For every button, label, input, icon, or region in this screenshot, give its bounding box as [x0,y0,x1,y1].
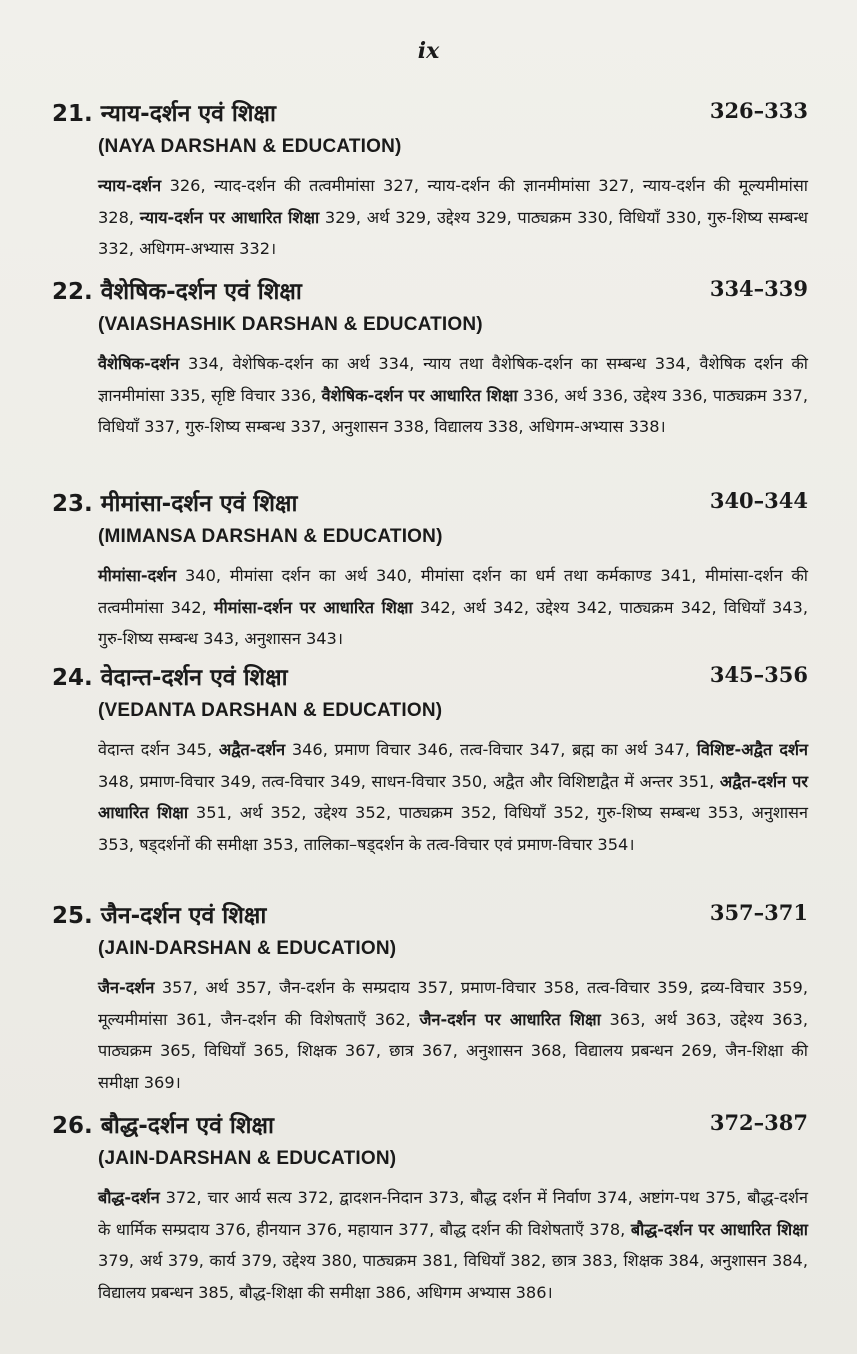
chapter-english-title: (JAIN-DARSHAN & EDUCATION) [98,938,397,959]
topic-text: 336, अर्थ 336, उद्देश्य 336, पाठ्यक्रम 337, विधियाँ 337, गुरु-शिष्य सम्बन्ध 337, अनुशासन 338, विद्यालय 338, अधिगम-अभ्यास 338। [98,385,808,436]
bold-topic-text: जैन-दर्शन [98,978,155,997]
chapter-contents [98,734,808,860]
page-number: ix [417,38,440,64]
chapter-english-title: (NAYA DARSHAN & EDUCATION) [98,136,402,157]
bold-topic-text: न्याय-दर्शन पर आधारित शिक्षा [139,207,320,227]
chapter-heading [52,274,808,312]
chapter-contents [98,170,808,265]
chapter-english-title: (VEDANTA DARSHAN & EDUCATION) [98,700,443,721]
chapter-english-title: (VAIASHASHIK DARSHAN & EDUCATION) [98,314,483,335]
bold-topic-text: बौद्ध-दर्शन पर आधारित शिक्षा [630,1219,808,1239]
bold-topic-text: मीमांसा-दर्शन [98,566,177,585]
chapter-page-range: 340–344 [709,488,808,513]
topic-text: 326, न्याद-दर्शन की तत्वमीमांसा 327, न्याय-दर्शन की ज्ञानमीमांसा 327, न्याय-दर्शन की मूल्यमीमांसा 328, [98,176,808,227]
bold-topic-text: वैशेषिक-दर्शन [98,354,180,373]
chapter-page-range: 326–333 [709,98,808,123]
chapter-title: 24. वेदान्त-दर्शन एवं शिक्षा [52,665,288,691]
topic-text: 329, अर्थ 329, उद्देश्य 329, पाठ्यक्रम 330, विधियाँ 330, गुरु-शिष्य सम्बन्ध 332, अधिगम-अभ्यास 332। [98,207,808,258]
chapter-contents [98,972,808,1098]
chapter-heading [52,1108,808,1146]
bold-topic-text: जैन-दर्शन पर आधारित शिक्षा [419,1009,601,1029]
chapter-heading [52,898,808,936]
topic-text: 372, चार आर्य सत्य 372, द्वादशन-निदान 373, बौद्ध दर्शन में निर्वाण 374, अष्टांग-पथ 375, बौद्ध-दर्शन के धार्मिक सम्प्रदाय 376, हीनयान 376, महायान 377, बौद्ध दर्शन की विशेषताएँ 378, [98,1188,808,1239]
chapter-title: 21. न्याय-दर्शन एवं शिक्षा [52,101,276,127]
bold-topic-text: न्याय-दर्शन [98,176,162,195]
chapter-entry [52,660,808,860]
topic-text: 363, अर्थ 363, उद्देश्य 363, पाठ्यक्रम 365, विधियाँ 365, शिक्षक 367, छात्र 367, अनुशासन 368, विद्यालय प्रबन्धन 269, जैन-शिक्षा की समीक्षा 369। [98,1009,808,1092]
chapter-contents [98,560,808,655]
chapter-title: 23. मीमांसा-दर्शन एवं शिक्षा [52,491,298,517]
chapter-entry [52,96,808,265]
chapter-contents [98,1182,808,1308]
topic-text: 342, अर्थ 342, उद्देश्य 342, पाठ्यक्रम 342, विधियाँ 343, गुरु-शिष्य सम्बन्ध 343, अनुशासन 343। [98,597,809,648]
chapter-page-range: 334–339 [709,276,808,301]
chapter-english-title: (MIMANSA DARSHAN & EDUCATION) [98,526,443,547]
topic-text: 348, प्रमाण-विचार 349, तत्व-विचार 349, साधन-विचार 350, अद्वैत और विशिष्टाद्वैत में अन्तर 351, [98,771,720,791]
topic-text: 357, अर्थ 357, जैन-दर्शन के सम्प्रदाय 357, प्रमाण-विचार 358, तत्व-विचार 359, द्रव्य-विचार 359, मूल्यमीमांसा 361, जैन-दर्शन की विशेषताएँ 362, [98,978,808,1029]
topic-text: वेदान्त दर्शन 345, [98,740,219,759]
chapter-entry [52,898,808,1098]
chapter-entry [52,486,808,655]
chapter-heading [52,96,808,134]
bold-topic-text: विशिष्ट-अद्वैत दर्शन [696,740,808,759]
chapter-page-range: 357–371 [709,900,808,925]
chapter-title: 25. जैन-दर्शन एवं शिक्षा [52,903,267,929]
chapter-title: 26. बौद्ध-दर्शन एवं शिक्षा [52,1113,274,1139]
topic-text: 334, वेशेषिक-दर्शन का अर्थ 334, न्याय तथा वैशेषिक-दर्शन का सम्बन्ध 334, वैशेषिक दर्शन की ज्ञानमीमांसा 335, सृष्टि विचार 336, [98,354,808,405]
chapter-title: 22. वैशेषिक-दर्शन एवं शिक्षा [52,279,302,305]
chapter-entry [52,1108,808,1308]
chapter-heading [52,660,808,698]
chapter-page-range: 345–356 [709,662,808,687]
topic-text: 351, अर्थ 352, उद्देश्य 352, पाठ्यक्रम 352, विधियाँ 352, गुरु-शिष्य सम्बन्ध 353, अनुशासन 353, षड्दर्शनों की समीक्षा 353, तालिका–षड्दर्शन के तत्व-विचार एवं प्रमाण-विचार 354। [98,803,808,854]
bold-topic-text: वैशेषिक-दर्शन पर आधारित शिक्षा [321,385,518,405]
topic-text: 346, प्रमाण विचार 346, तत्व-विचार 347, ब्रह्म का अर्थ 347, [285,740,697,759]
chapter-contents [98,348,808,443]
chapter-entry [52,274,808,443]
bold-topic-text: मीमांसा-दर्शन पर आधारित शिक्षा [213,597,413,617]
bold-topic-text: बौद्ध-दर्शन [98,1188,160,1207]
chapter-heading [52,486,808,524]
chapter-page-range: 372–387 [709,1110,808,1135]
bold-topic-text: अद्वैत-दर्शन पर आधारित शिक्षा [98,771,808,822]
topic-text: 379, अर्थ 379, कार्य 379, उद्देश्य 380, पाठ्यक्रम 381, विधियाँ 382, छात्र 383, शिक्षक 384, अनुशासन 384, विद्यालय प्रबन्धन 385, बौद्ध-शिक्षा की समीक्षा 386, अधिगम अभ्यास 386। [98,1251,808,1302]
topic-text: 340, मीमांसा दर्शन का अर्थ 340, मीमांसा दर्शन का धर्म तथा कर्मकाण्ड 341, मीमांसा-दर्शन की तत्वमीमांसा 342, [98,566,808,617]
chapter-english-title: (JAIN-DARSHAN & EDUCATION) [98,1148,397,1169]
bold-topic-text: अद्वैत-दर्शन [218,740,286,759]
